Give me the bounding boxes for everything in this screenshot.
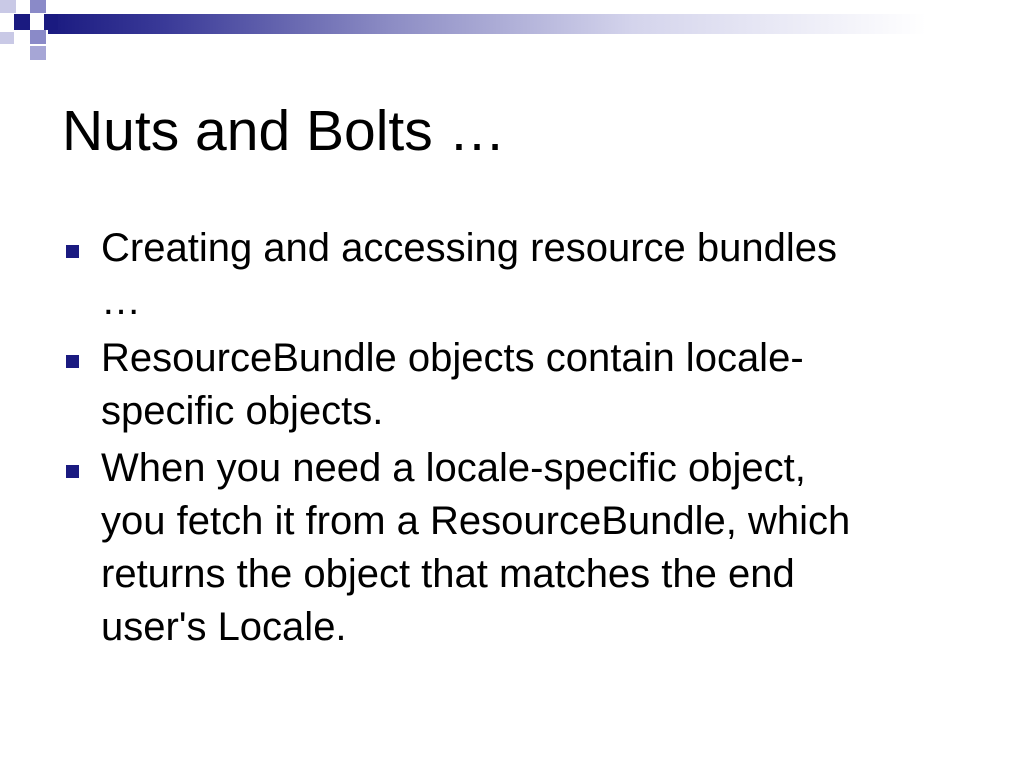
bullet-item <box>62 332 962 438</box>
square-bullet-icon <box>66 465 79 478</box>
square-bullet-icon <box>66 355 79 368</box>
header-decoration <box>0 0 1024 62</box>
header-gradient-bar <box>48 14 1024 34</box>
decorative-square <box>30 0 46 13</box>
bullet-list <box>62 222 962 658</box>
decorative-square <box>30 14 44 30</box>
decorative-square <box>30 46 46 60</box>
bullet-item <box>62 442 962 654</box>
decorative-square <box>0 32 14 44</box>
decorative-square <box>44 14 58 30</box>
bullet-text: ResourceBundle objects contain locale- specific objects. <box>101 336 804 433</box>
decorative-square <box>16 0 30 13</box>
slide-title: Nuts and Bolts … <box>62 99 506 163</box>
bullet-item <box>62 222 962 328</box>
decorative-square <box>30 30 46 44</box>
bullet-text: Creating and accessing resource bundles … <box>101 226 837 323</box>
decorative-square <box>14 14 30 30</box>
bullet-text: When you need a locale-specific object, you fetch it from a ResourceBundle, which returns the object that matches the end user's Locale. <box>101 446 851 649</box>
square-bullet-icon <box>66 245 79 258</box>
decorative-square <box>0 14 14 30</box>
decorative-square <box>0 0 16 13</box>
